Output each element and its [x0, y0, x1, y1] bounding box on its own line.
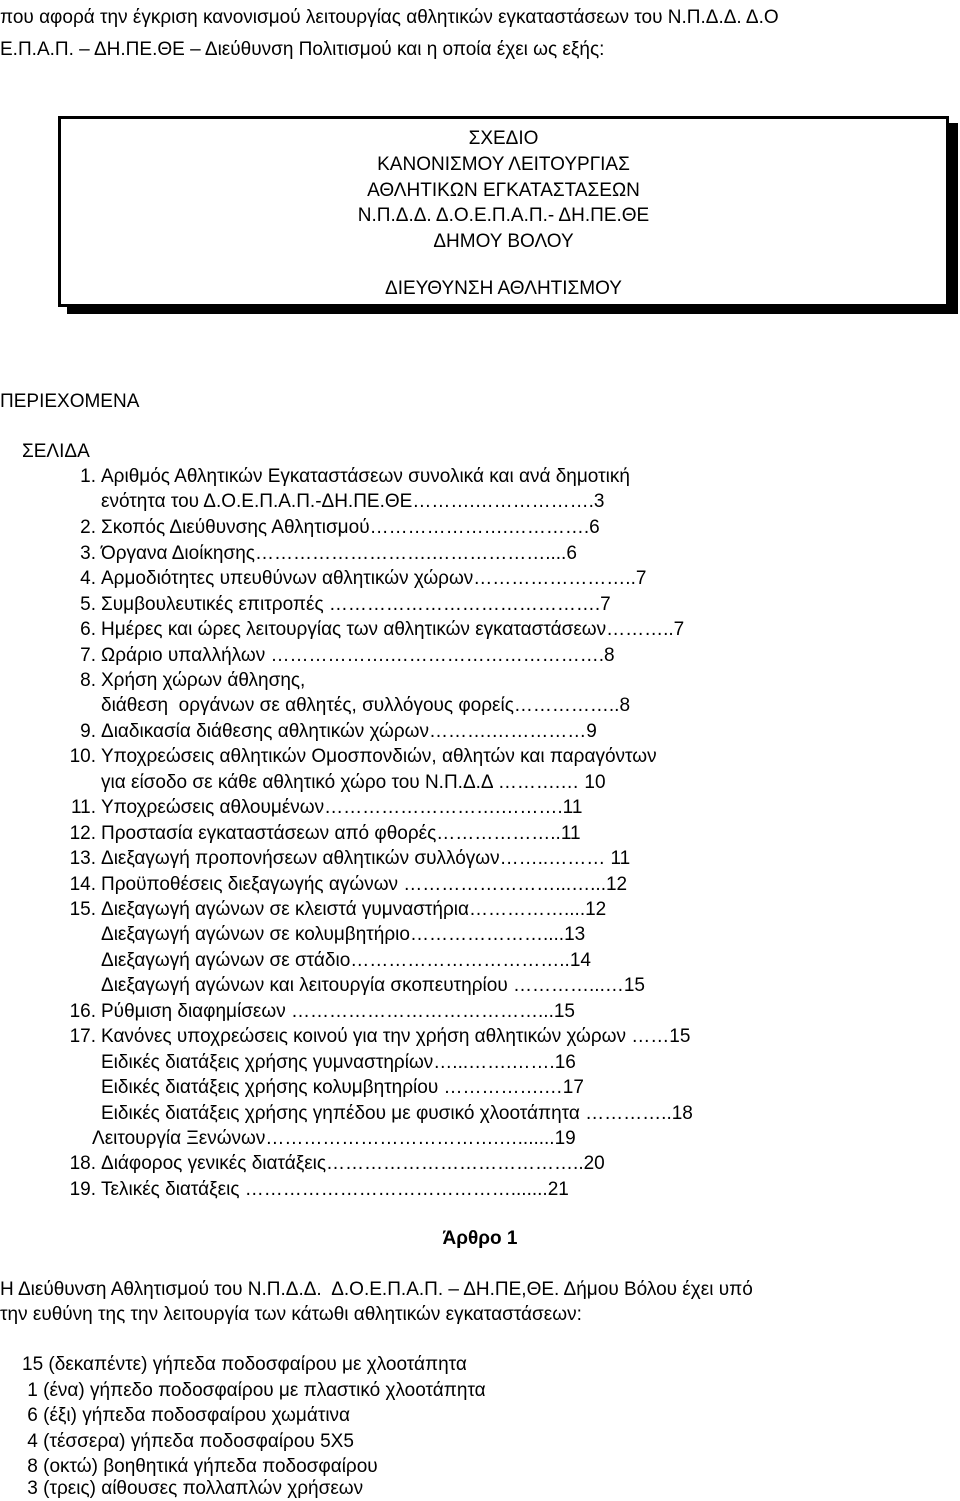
intro-line-2: Ε.Π.Α.Π. – ΔΗ.ΠΕ.ΘΕ – Διεύθυνση Πολιτισμού και η οποία έχει ως εξής:	[0, 39, 605, 60]
toc-entry: Χρήση χώρων άθλησης,	[101, 670, 306, 691]
intro-line-1: που αφορά την έγκριση κανονισμού λειτουργίας αθλητικών εγκαταστάσεων του Ν.Π.Δ.Δ. Δ.Ο	[0, 7, 779, 28]
toc-entry: Υποχρεώσεις αθλουμένων……………………….……….11	[101, 797, 583, 818]
toc-entry: Διάφορος γενικές διατάξεις…………………………………..20	[101, 1153, 605, 1174]
toc-number: 6.	[80, 619, 96, 640]
title-box	[58, 116, 949, 307]
toc-entry: Ειδικές διατάξεις χρήσης γηπέδου με φυσικό χλοοτάπητα …………..18	[101, 1103, 693, 1124]
toc-entry: Τελικές διατάξεις …………………………………….......21	[101, 1179, 569, 1200]
toc-entry: Προστασία εγκαταστάσεων από φθορές………………..11	[101, 823, 581, 844]
toc-entry: Όργανα Διοίκησης……………………….………………....6	[101, 543, 577, 564]
toc-number: 5.	[80, 594, 96, 615]
title-box-line: ΣΧΕΔΙΟ	[468, 128, 539, 149]
list-item: 3 (τρεις) αίθουσες πολλαπλών χρήσεων	[22, 1478, 364, 1499]
toc-entry: Ημέρες και ώρες λειτουργίας των αθλητικών εγκαταστάσεων………..7	[101, 619, 685, 640]
toc-number: 15.	[69, 899, 96, 920]
toc-entry: Ρύθμιση διαφημίσεων …………………………………...15	[101, 1001, 575, 1022]
toc-entry: Διεξαγωγή προπονήσεων αθλητικών συλλόγων……..……… 11	[101, 848, 631, 869]
toc-entry: ενότητα του Δ.Ο.Ε.Π.Α.Π.-ΔΗ.ΠΕ.ΘΕ……….……………….3	[101, 491, 605, 512]
toc-number: 13.	[69, 848, 96, 869]
toc-entry: Διαδικασία διάθεσης αθλητικών χώρων……….……………9	[101, 721, 597, 742]
toc-number: 11.	[70, 797, 96, 818]
title-box-line: Ν.Π.Δ.Δ. Δ.Ο.Ε.Π.Α.Π.- ΔΗ.ΠΕ.ΘΕ	[357, 205, 650, 226]
toc-number: 16.	[69, 1001, 96, 1022]
list-item: 15 (δεκαπέντε) γήπεδα ποδοσφαίρου με χλοοτάπητα	[22, 1354, 467, 1375]
toc-number: 18.	[69, 1153, 96, 1174]
toc-number: 1.	[80, 466, 96, 487]
toc-heading: ΠΕΡΙΕΧΟΜΕΝΑ	[0, 391, 140, 412]
toc-number: 17.	[69, 1026, 96, 1047]
toc-number: 9.	[80, 721, 96, 742]
list-item: 6 (έξι) γήπεδα ποδοσφαίρου χωμάτινα	[22, 1405, 351, 1426]
toc-entry: διάθεση οργάνων σε αθλητές, συλλόγους φορείς……………..8	[101, 695, 631, 716]
toc-number: 8.	[80, 670, 96, 691]
toc-entry: Αρμοδιότητες υπευθύνων αθλητικών χώρων……………………..7	[101, 568, 647, 589]
toc-number: 3.	[80, 543, 96, 564]
toc-entry: Υποχρεώσεις αθλητικών Ομοσπονδιών, αθλητών και παραγόντων	[101, 746, 657, 767]
article-paragraph-line: Η Διεύθυνση Αθλητισμού του Ν.Π.Δ.Δ. Δ.Ο.Ε.Π.Α.Π. – ΔΗ.ΠΕ,ΘΕ. Δήμου Βόλου έχει υπό	[0, 1279, 753, 1300]
toc-entry: Συμβουλευτικές επιτροπές …………………………………….7	[101, 594, 611, 615]
toc-entry: Κανόνες υποχρεώσεις κοινού για την χρήση αθλητικών χώρων ……15	[101, 1026, 691, 1047]
toc-number: 14.	[69, 874, 96, 895]
list-item: 8 (οκτώ) βοηθητικά γήπεδα ποδοσφαίρου	[22, 1456, 378, 1477]
title-box-line: ΔΗΜΟΥ ΒΟΛΟΥ	[433, 231, 574, 252]
article-paragraph-line: την ευθύνη της την λειτουργία των κάτωθι αθλητικών εγκαταστάσεων:	[0, 1304, 582, 1325]
toc-entry: Αριθμός Αθλητικών Εγκαταστάσεων συνολικά και ανά δημοτική	[101, 466, 630, 487]
toc-entry: Διεξαγωγή αγώνων και λειτουργία σκοπευτηρίου …………...…15	[101, 975, 645, 996]
toc-entry: Σκοπός Διεύθυνσης Αθλητισμού………………….………….6	[101, 517, 600, 538]
title-box-line: ΔΙΕΥΘΥΝΣΗ ΑΘΛΗΤΙΣΜΟΥ	[385, 278, 622, 299]
toc-entry: Ωράριο υπαλλήλων ……………….…………………………….8	[101, 645, 615, 666]
title-box-line: ΚΑΝΟΝΙΣΜΟΥ ΛΕΙΤΟΥΡΓΙΑΣ	[377, 154, 630, 175]
page-column-label: ΣΕΛΙΔΑ	[22, 441, 90, 462]
toc-number: 2.	[80, 517, 96, 538]
toc-number: 10.	[69, 746, 96, 767]
toc-entry: Διεξαγωγή αγώνων σε κολυμβητήριο…………………....13	[101, 924, 586, 945]
toc-number: 4.	[80, 568, 96, 589]
toc-entry: Λειτουργία Ξενώνων……………………………….….......19	[92, 1128, 576, 1149]
toc-number: 19.	[69, 1179, 96, 1200]
toc-entry: Ειδικές διατάξεις χρήσης γυμναστηρίων…...…….…….16	[101, 1052, 576, 1073]
toc-entry: Ειδικές διατάξεις χρήσης κολυμβητηρίου …………….…17	[101, 1077, 584, 1098]
title-box-line: ΑΘΛΗΤΙΚΩΝ ΕΓΚΑΤΑΣΤΑΣΕΩΝ	[367, 180, 640, 201]
toc-entry: για είσοδο σε κάθε αθλητικό χώρο του Ν.Π.Δ.Δ ……….… 10	[101, 772, 606, 793]
toc-number: 12.	[69, 823, 96, 844]
article-heading: Άρθρο 1	[442, 1228, 518, 1249]
toc-entry: Διεξαγωγή αγώνων σε κλειστά γυμναστήρια……………....12	[101, 899, 607, 920]
list-item: 4 (τέσσερα) γήπεδα ποδοσφαίρου 5Χ5	[22, 1431, 354, 1452]
list-item: 1 (ένα) γήπεδο ποδοσφαίρου με πλαστικό χλοοτάπητα	[22, 1380, 486, 1401]
toc-number: 7.	[80, 645, 96, 666]
toc-entry: Προϋποθέσεις διεξαγωγής αγώνων ……………………...…...12	[101, 874, 628, 895]
toc-entry: Διεξαγωγή αγώνων σε στάδιο……………………………..14	[101, 950, 591, 971]
